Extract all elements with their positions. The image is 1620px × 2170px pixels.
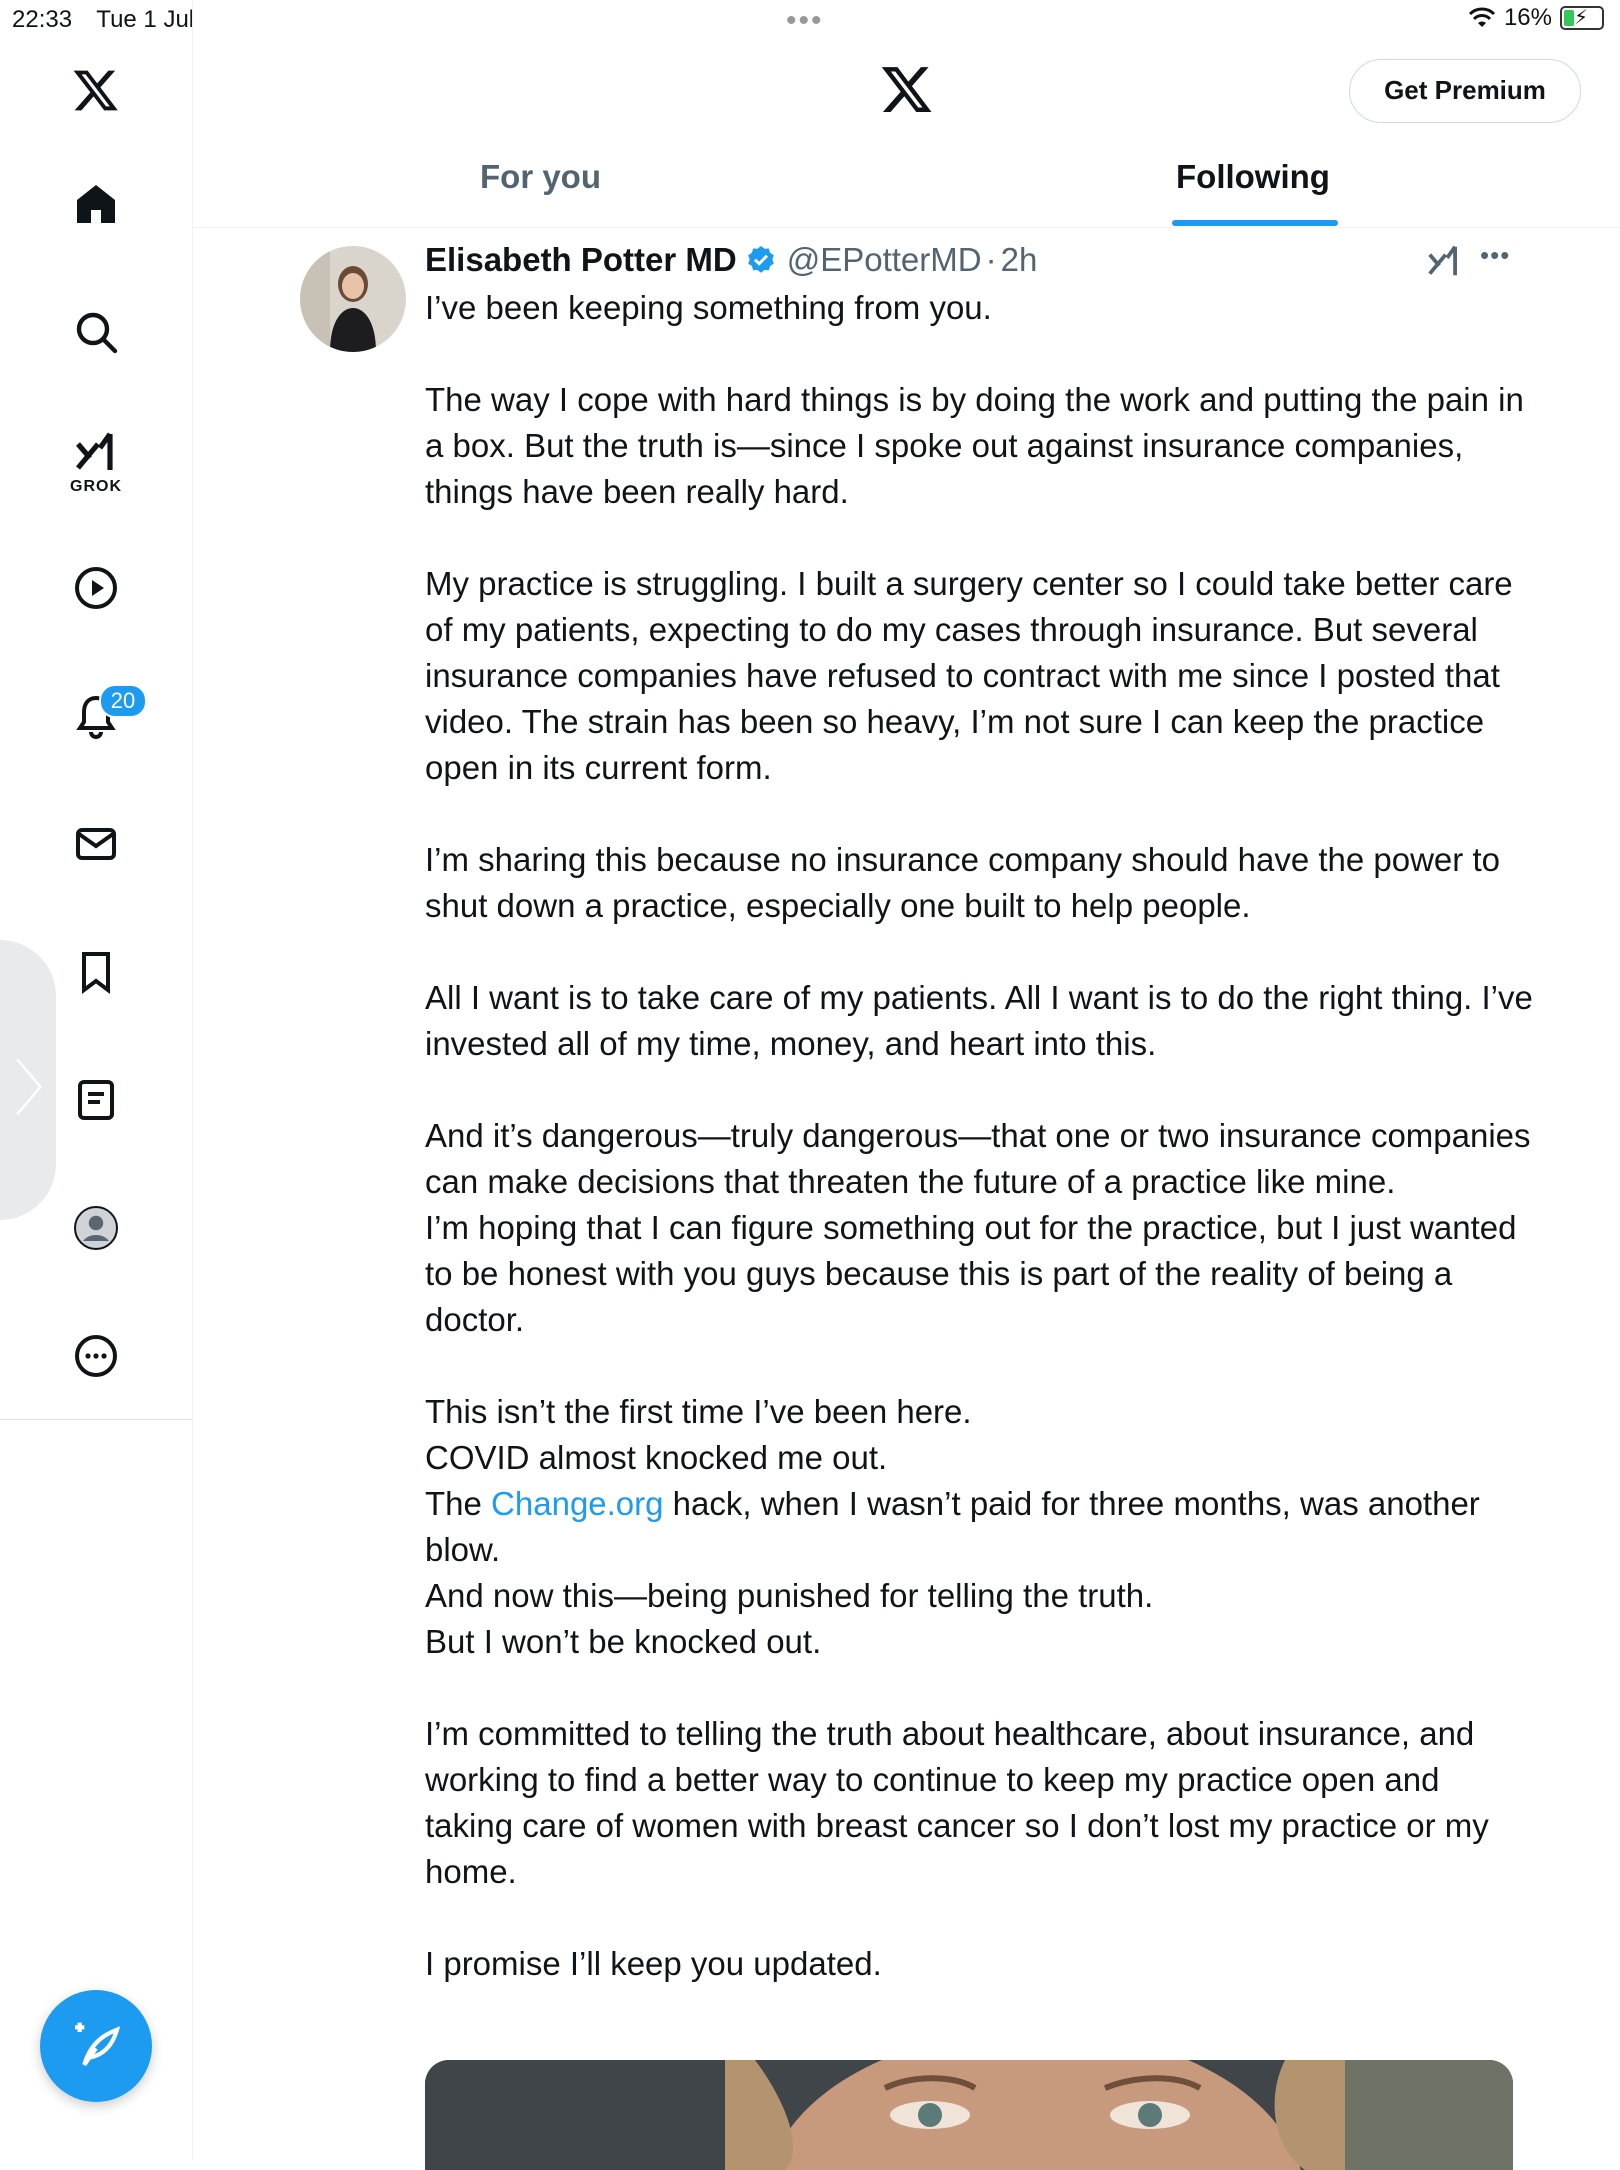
tweet-paragraph: All I want is to take care of my patients. All I want is to do the right thing. I’ve invested all of my time, money, and heart into this. <box>425 979 1533 1062</box>
status-time: 22:33 <box>12 6 73 33</box>
tweet-line: But I won’t be knocked out. <box>425 1623 822 1660</box>
tweet-more-icon[interactable]: ••• <box>1480 240 1511 270</box>
multitasking-dots-icon[interactable]: ••• <box>786 4 824 37</box>
tweet-text <box>425 285 1535 1987</box>
sidebar-divider <box>0 1419 192 1420</box>
get-premium-button[interactable]: Get Premium <box>1349 59 1581 123</box>
tweet-line: And now this—being punished for telling the truth. <box>425 1577 1154 1614</box>
tweet-paragraph: And it’s dangerous—truly dangerous—that one or two insurance companies can make decisions that threaten the future of a practice like mine. <box>425 1117 1531 1200</box>
status-date: Tue 1 Jul <box>96 6 195 33</box>
compose-feather-icon <box>68 2018 124 2074</box>
notifications-badge: 20 <box>99 684 147 718</box>
wifi-icon <box>1468 7 1496 29</box>
tweet-line <box>425 1481 1535 1573</box>
side-panel-handle[interactable] <box>0 940 74 1220</box>
bookmark-icon[interactable] <box>66 942 126 1002</box>
author-avatar[interactable] <box>300 246 406 352</box>
verified-badge-icon <box>745 244 777 276</box>
tab-following[interactable]: Following <box>1176 158 1330 195</box>
battery-icon: ⚡ <box>1560 6 1604 30</box>
tweet-time[interactable]: 2h <box>1000 241 1038 278</box>
handle-separator: · <box>985 241 997 278</box>
grok-icon[interactable] <box>66 422 126 482</box>
tweet-line: This isn’t the first time I’ve been here. <box>425 1393 972 1430</box>
tweet-header <box>425 240 1037 280</box>
tweet-paragraph: I’m sharing this because no insurance company should have the power to shut down a practice, especially one built to help people. <box>425 841 1500 924</box>
video-icon[interactable] <box>66 558 126 618</box>
status-bar <box>0 0 1620 40</box>
header-divider <box>193 227 1620 228</box>
tweet-paragraph: I’m committed to telling the truth about healthcare, about insurance, and working to find a better way to continue to keep my practice open and taking care of women with breast cancer so I don’t lost my practice or my home. <box>425 1715 1489 1890</box>
tweet-paragraph: The way I cope with hard things is by doing the work and putting the pain in a box. But the truth is—since I spoke out against insurance companies, things have been really hard. <box>425 381 1524 510</box>
compose-post-button[interactable] <box>40 1990 152 2102</box>
author-name[interactable]: Elisabeth Potter MD <box>425 241 737 278</box>
home-icon[interactable] <box>66 174 126 234</box>
x-logo-icon[interactable] <box>66 60 126 120</box>
more-options-icon[interactable] <box>66 1326 126 1386</box>
lists-icon[interactable] <box>66 1070 126 1130</box>
tweet-paragraph: I promise I’ll keep you updated. <box>425 1945 882 1982</box>
search-icon[interactable] <box>66 302 126 362</box>
change-org-link[interactable]: Change.org <box>491 1485 664 1522</box>
tweet-paragraph: I’ve been keeping something from you. <box>425 289 992 326</box>
grok-label: GROK <box>70 478 122 495</box>
battery-percent: 16% <box>1503 4 1552 31</box>
tweet-text-segment: hack, when I wasn’t paid for three months, was another blow. <box>425 1485 1480 1568</box>
tweet-paragraph: My practice is struggling. I built a surgery center so I could take better care of my patients, expecting to do my cases through insurance. But several insurance companies have refused to contract with me since I posted that video. The strain has been so heavy, I’m not sure I can keep the practice open in its current form. <box>425 565 1513 786</box>
profile-icon[interactable] <box>66 1198 126 1258</box>
tweet-text-segment: The <box>425 1485 492 1522</box>
chevron-right-icon: 〉 <box>14 1056 74 1123</box>
tweet-video-media[interactable] <box>425 2060 1513 2170</box>
tab-for-you[interactable]: For you <box>480 158 601 195</box>
active-tab-indicator <box>1172 220 1338 226</box>
tweet-line: COVID almost knocked me out. <box>425 1439 888 1476</box>
author-handle[interactable]: @EPotterMD <box>786 241 982 278</box>
grok-explain-icon[interactable] <box>1425 242 1463 280</box>
messages-icon[interactable] <box>66 814 126 874</box>
header-x-logo-icon[interactable] <box>880 62 934 116</box>
tweet-paragraph: I’m hoping that I can figure something out for the practice, but I just wanted to be honest with you guys because this is part of the reality of being a doctor. <box>425 1209 1517 1338</box>
